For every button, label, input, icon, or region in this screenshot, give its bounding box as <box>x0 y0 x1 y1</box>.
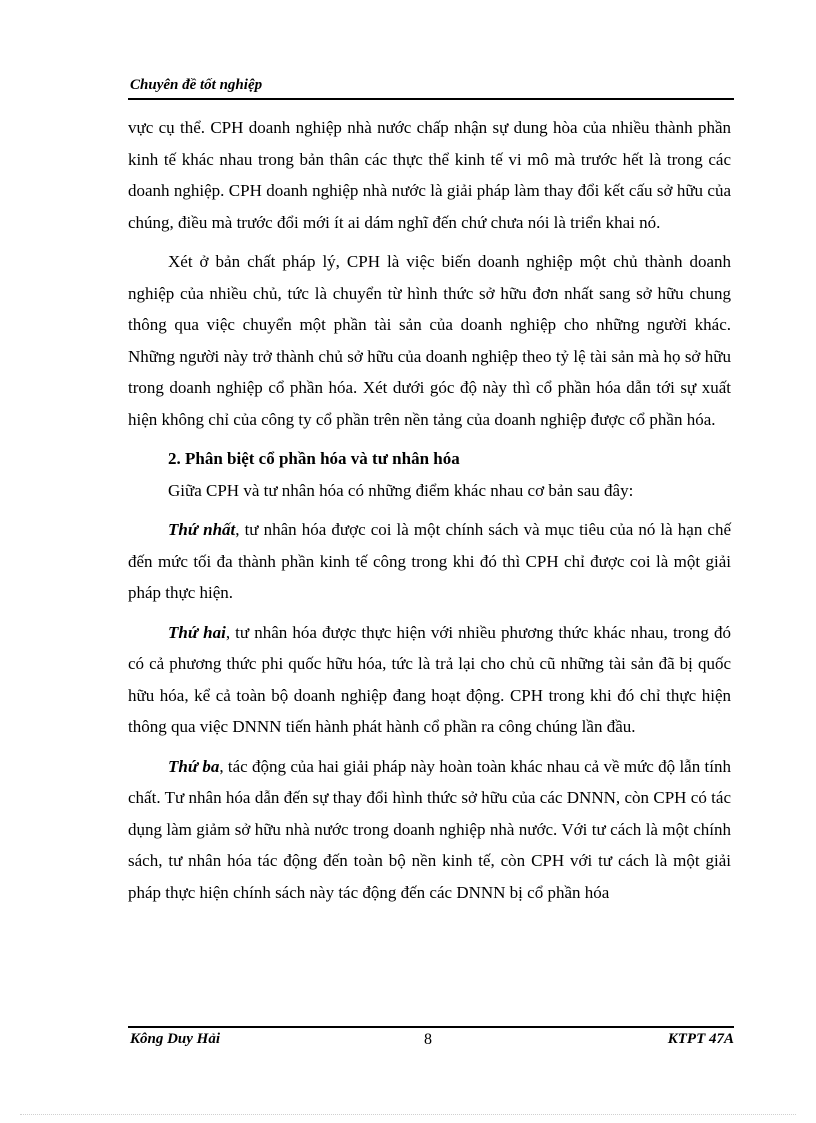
paragraph-5 <box>128 617 731 743</box>
paragraph-6 <box>128 751 731 909</box>
page-footer <box>128 1026 734 1052</box>
paragraph-6-text: , tác động của hai giải pháp này hoàn toàn khác nhau cả về mức độ lẫn tính chất. Tư nhân hóa dẫn đến sự thay đổi hình thức sở hữu của các DNNN, còn CPH có tác dụng làm giảm sở hữu nhà nước trong doanh nghiệp nhà nước. Với tư cách là một chính sách, tư nhân hóa tác động đến toàn bộ nền kinh tế, còn CPH với tư cách là một giải pháp thực hiện chính sách này tác động đến các DNNN bị cổ phần hóa <box>128 756 731 902</box>
paragraph-6-lead: Thứ ba <box>168 756 220 776</box>
page-header <box>128 76 734 100</box>
paragraph-2: Xét ở bản chất pháp lý, CPH là việc biến doanh nghiệp một chủ thành doanh nghiệp của nhiều chủ, tức là chuyển từ hình thức sở hữu đơn nhất sang sở hữu chung thông qua việc chuyển một phần tài sản của doanh nghiệp cho những người khác. Những người này trở thành chủ sở hữu của doanh nghiệp theo tỷ lệ tài sản mà họ sở hữu trong doanh nghiệp cổ phần hóa. Xét dưới góc độ này thì cổ phần hóa dẫn tới sự xuất hiện không chỉ của công ty cổ phần trên nền tảng của doanh nghiệp được cổ phần hóa. <box>128 252 731 429</box>
paragraph-1: vực cụ thể. CPH doanh nghiệp nhà nước chấp nhận sự dung hòa của nhiều thành phần kinh tế khác nhau trong bản thân các thực thể kinh tế vi mô mà trước hết là trong các doanh nghiệp. CPH doanh nghiệp nhà nước là giải pháp làm thay đổi kết cấu sở hữu của chúng, điều mà trước đổi mới ít ai dám nghĩ đến chứ chưa nói là triển khai nó. <box>128 118 731 232</box>
header-title: Chuyên đề tốt nghiệp <box>130 77 263 93</box>
footer-class-code: KTPT 47A <box>667 1031 734 1047</box>
page-number: 8 <box>424 1031 432 1048</box>
footer-author: Kông Duy Hải <box>130 1031 221 1047</box>
page-body <box>128 112 731 916</box>
paragraph-4 <box>128 514 731 609</box>
paragraph-5-lead: Thứ hai <box>168 622 226 642</box>
page-edge-divider <box>20 1114 796 1115</box>
section-heading: 2. Phân biệt cổ phần hóa và tư nhân hóa <box>168 449 460 468</box>
paragraph-4-text: , tư nhân hóa được coi là một chính sách và mục tiêu của nó là hạn chế đến mức tối đa thành phần kinh tế công trong khi đó thì CPH chỉ được coi là một giải pháp thực hiện. <box>128 520 731 602</box>
paragraph-3: Giữa CPH và tư nhân hóa có những điểm khác nhau cơ bản sau đây: <box>168 480 634 500</box>
paragraph-5-text: , tư nhân hóa được thực hiện với nhiều phương thức khác nhau, trong đó có cả phương thức phi quốc hữu hóa, tức là trả lại cho chủ cũ những tài sản đã bị quốc hữu hóa, kể cả toàn bộ doanh nghiệp đang hoạt động. CPH trong khi đó chỉ thực hiện thông qua việc DNNN tiến hành phát hành cổ phần ra công chúng lần đầu. <box>128 622 732 736</box>
paragraph-4-lead: Thứ nhất <box>168 520 236 539</box>
